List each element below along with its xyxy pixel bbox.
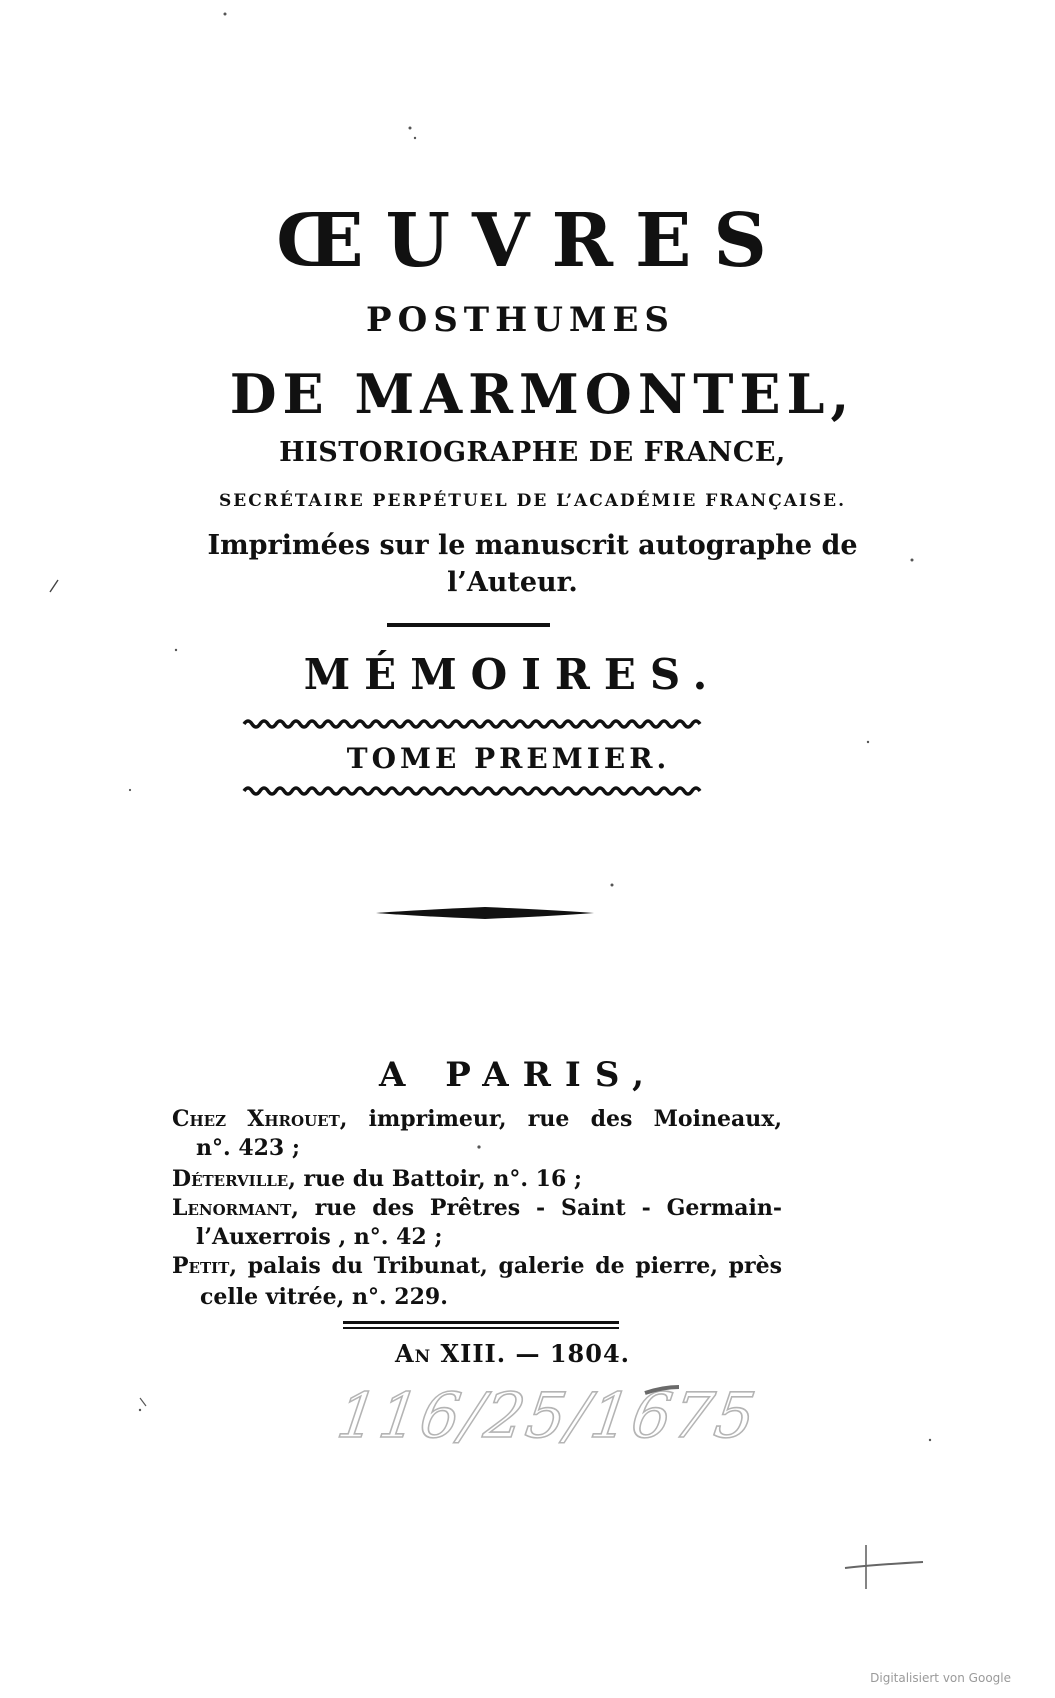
publisher-name: Lenormant [172,1195,292,1221]
author-role-secretaire: SECRÉTAIRE PERPÉTUEL DE L’ACADÉMIE FRANÇAISE. [218,491,847,511]
title-oeuvres: ŒUVRES [276,198,789,284]
imprint-note-line-2: l’Auteur. [447,567,578,598]
publisher-petit-cont: celle vitrée, n°. 229. [200,1284,448,1310]
publisher-address: , palais du Tribunat, galerie de pierre, près [229,1253,782,1279]
digitized-by-google-label: Digitalisiert von Google [870,1671,1011,1685]
shelfmark-text: 116/25/1675 [332,1379,762,1452]
imprint-note-line-1: Imprimées sur le manuscrit autographe de [207,530,858,561]
publisher-address: , rue des Prêtres - Saint - Germain- [291,1195,782,1221]
publisher-lenormant-cont: l’Auxerrois , n°. 42 ; [196,1224,443,1250]
title-posthumes: POSTHUMES [366,300,675,340]
publication-date: An XIII. — 1804. [394,1339,631,1368]
imprint-city: A PARIS, [378,1055,659,1095]
publisher-name: Chez Xhrouet [172,1106,340,1132]
publisher-xhrouet-cont: n°. 423 ; [196,1135,301,1161]
publisher-name: Petit [172,1253,230,1279]
publisher-address: , rue du Battoir, n°. 16 ; [288,1166,583,1192]
author-role-historiographe: HISTORIOGRAPHE DE FRANCE, [279,437,786,468]
publisher-name: Déterville [172,1166,289,1192]
volume-title: TOME PREMIER. [346,742,671,775]
title-author: DE MARMONTEL, [229,362,856,426]
work-title: MÉMOIRES. [303,650,722,699]
publisher-address: , imprimeur, rue des Moineaux, [339,1106,782,1132]
